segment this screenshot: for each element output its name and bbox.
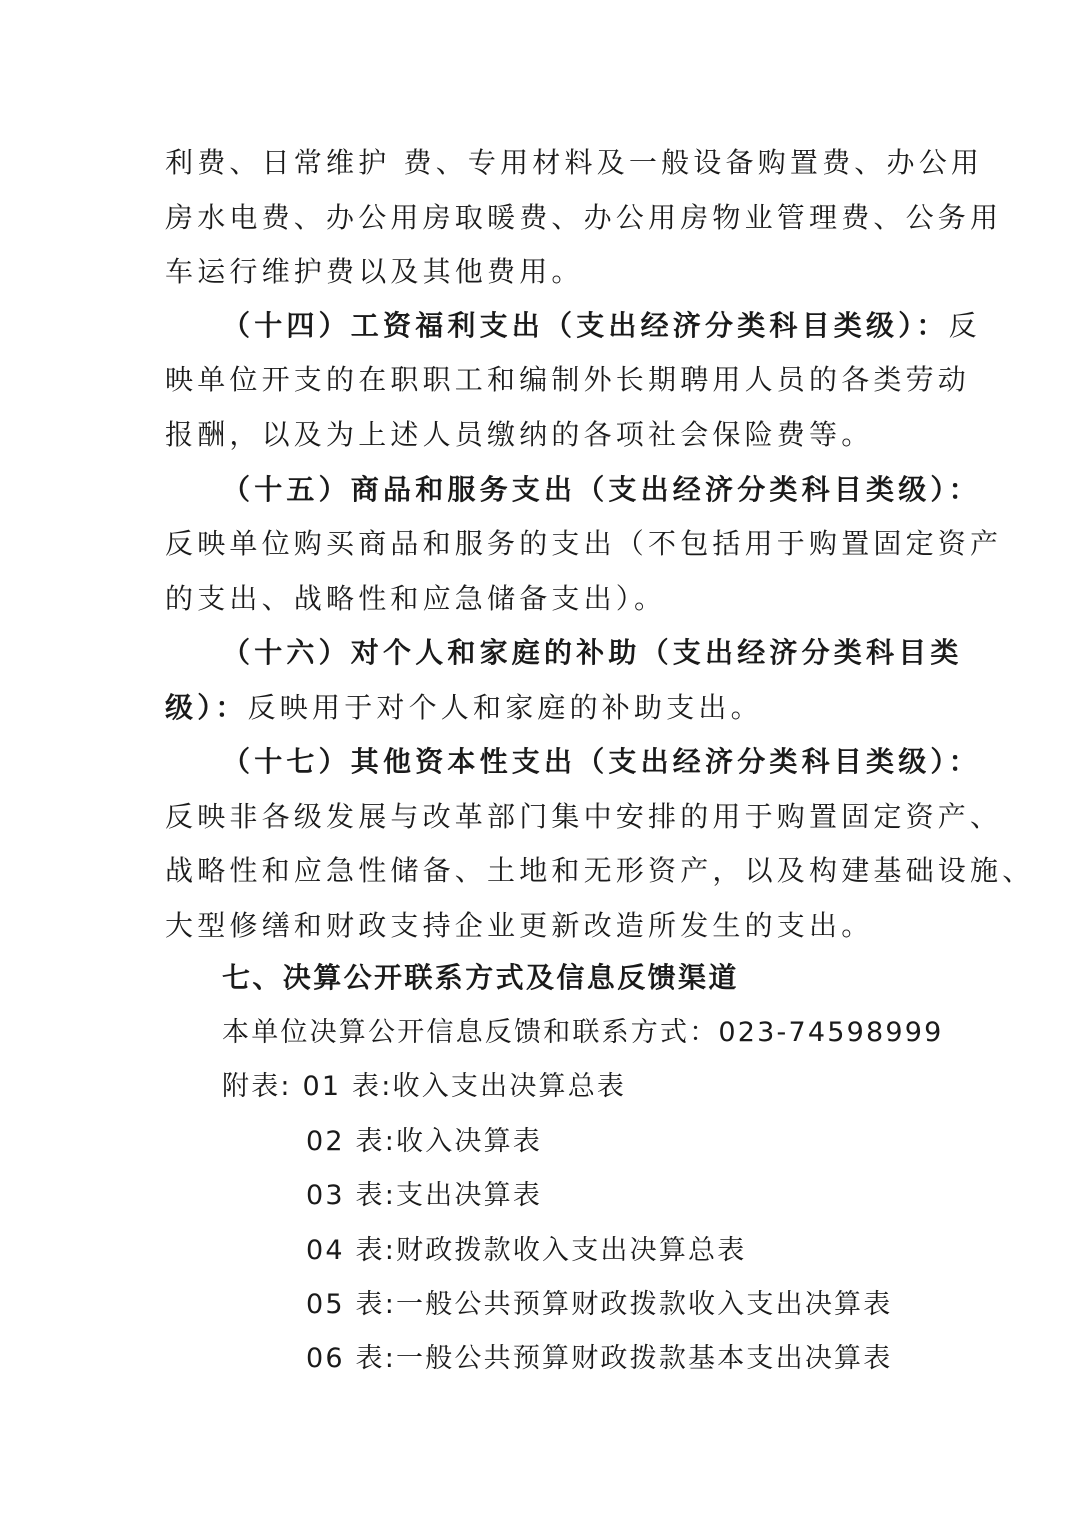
item-16-text: 反映用于对个人和家庭的补助支出。 [247, 691, 763, 724]
paragraph-line: 大型修缮和财政支持企业更新改造所发生的支出。 [165, 909, 874, 942]
item-16-line2 [165, 688, 925, 728]
attachment-item: 05 表:一般公共预算财政拨款收入支出决算表 [306, 1289, 893, 1320]
attachment-item: 06 表:一般公共预算财政拨款基本支出决算表 [306, 1343, 893, 1374]
attachment-line-1 [222, 1067, 626, 1107]
section-7-heading: 七、决算公开联系方式及信息反馈渠道 [222, 961, 739, 994]
item-14-title: （十四）工资福利支出（支出经济分类科目类级）： [222, 309, 949, 342]
paragraph-line: 反映单位购买商品和服务的支出（不包括用于购置固定资产 [165, 527, 1003, 560]
paragraph-line: 映单位开支的在职职工和编制外长期聘用人员的各类劳动 [165, 363, 971, 396]
item-17-title: （十七）其他资本性支出（支出经济分类科目类级）： [222, 745, 981, 778]
attachment-item: 03 表:支出决算表 [306, 1180, 543, 1211]
paragraph-line: 报酬，以及为上述人员缴纳的各项社会保险费等。 [165, 418, 874, 451]
contact-info: 本单位决算公开信息反馈和联系方式：023-74598999 [222, 1017, 944, 1048]
item-15-title: （十五）商品和服务支出（支出经济分类科目类级）： [222, 473, 981, 506]
paragraph-line: 战略性和应急性储备、土地和无形资产，以及构建基础设施、 [165, 854, 1035, 887]
attachment-label: 附表: [222, 1071, 303, 1102]
paragraph-line: 的支出、战略性和应急储备支出）。 [165, 582, 667, 615]
attachment-item: 01 表:收入支出决算总表 [302, 1071, 627, 1102]
item-16-title-end: 级）： [165, 691, 248, 724]
item-14-line1 [222, 306, 982, 346]
paragraph-line: 反映非各级发展与改革部门集中安排的用于购置固定资产、 [165, 800, 1003, 833]
paragraph-line: 利费、日常维护 费、专用材料及一般设备购置费、办公用 [165, 146, 984, 179]
attachment-item: 02 表:收入决算表 [306, 1126, 543, 1157]
paragraph-line: 车运行维护费以及其他费用。 [165, 255, 584, 288]
item-14-text: 反 [948, 309, 981, 342]
attachment-item: 04 表:财政拨款收入支出决算总表 [306, 1235, 747, 1266]
item-16-title: （十六）对个人和家庭的补助（支出经济分类科目类 [222, 636, 963, 669]
paragraph-line: 房水电费、办公用房取暖费、办公用房物业管理费、公务用 [165, 201, 1003, 234]
